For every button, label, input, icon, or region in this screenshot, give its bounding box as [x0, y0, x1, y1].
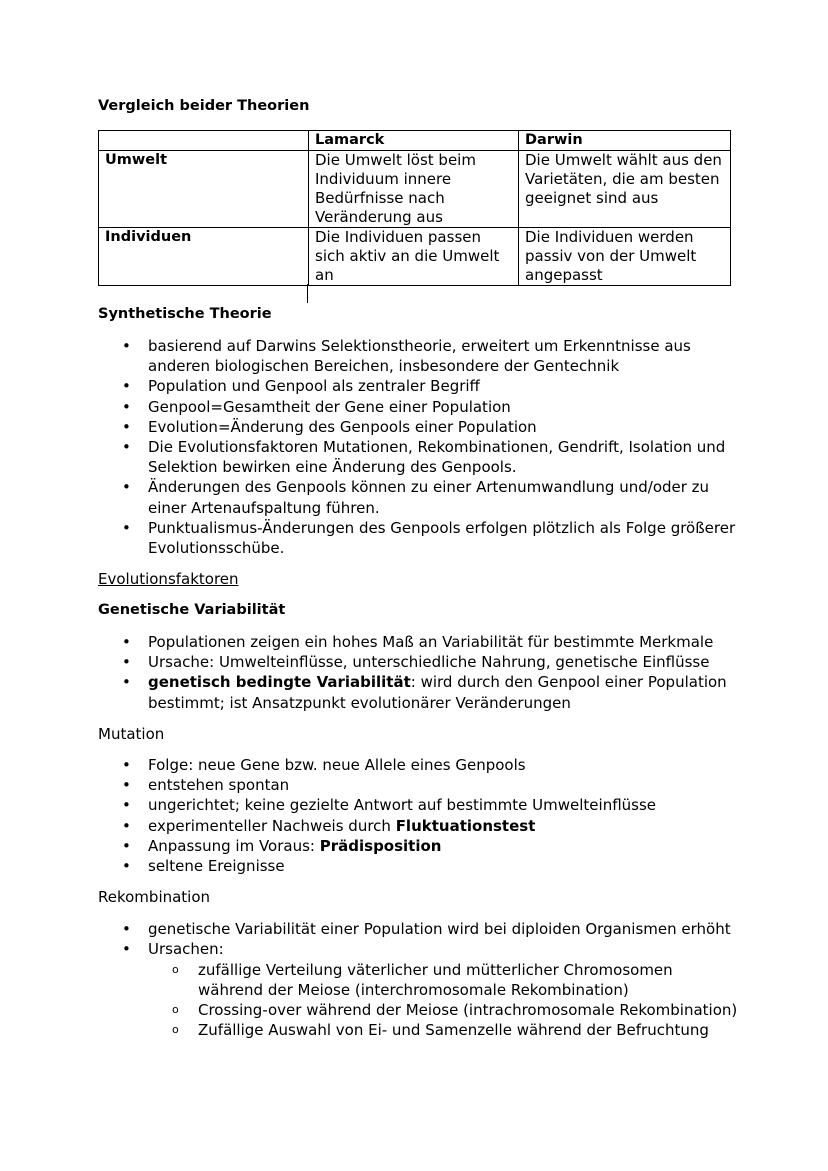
- list-item: • genetische Variabilität einer Population wird bei diploiden Organismen erhöht: [122, 920, 731, 938]
- list-item: • Ursache: Umwelteinflüsse, unterschiedliche Nahrung, genetische Einflüsse: [122, 653, 710, 672]
- cell-darwin-umwelt: Die Umwelt wählt aus den Varietäten, die am besten geeignet sind aus: [519, 151, 731, 228]
- row-label-individuen: Individuen: [99, 228, 309, 286]
- mutation-list: [98, 755, 738, 876]
- bullet-icon: •: [122, 816, 131, 835]
- list-item: o zufällige Verteilung väterlicher und mütterlicher Chromosomen während der Meiose (interchromosomale Rekombination): [172, 961, 673, 999]
- bullet-icon: •: [122, 940, 131, 959]
- bullet-icon: •: [122, 776, 131, 795]
- list-item: • ungerichtet; keine gezielte Antwort auf bestimmte Umwelteinflüsse: [122, 796, 657, 815]
- darwin-header: Darwin: [519, 131, 731, 151]
- bullet-icon: •: [122, 857, 131, 876]
- list-item: • experimenteller Nachweis durch Fluktuationstest: [122, 816, 536, 835]
- bullet-icon: •: [122, 397, 131, 416]
- recombination-title: Rekombination: [98, 888, 211, 906]
- list-item: • Punktualismus-Änderungen des Genpools erfolgen plötzlich als Folge größerer Evolutionsschübe.: [122, 518, 736, 558]
- bullet-icon: •: [122, 417, 131, 436]
- sub-bullet-icon: o: [172, 963, 179, 976]
- bullet-icon: •: [122, 633, 131, 651]
- table-row: [99, 228, 731, 286]
- cell-darwin-individuen: Die Individuen werden passiv von der Umwelt angepasst: [519, 228, 731, 286]
- bullet-icon: •: [122, 796, 131, 815]
- table-stray-line: [307, 284, 308, 303]
- synthetic-title: Synthetische Theorie: [98, 306, 272, 322]
- evolution-factors-title: Evolutionsfaktoren: [98, 570, 239, 588]
- sub-bullet-icon: o: [172, 1003, 179, 1016]
- recombination-causes-list: [98, 960, 738, 1040]
- bullet-icon: •: [122, 377, 131, 396]
- comparison-table: [98, 130, 731, 286]
- synthetic-list: [98, 336, 738, 558]
- table-row: [99, 151, 731, 228]
- list-item: o Crossing-over während der Meiose (intrachromosomale Rekombination): [172, 1001, 738, 1019]
- recombination-list: [98, 919, 738, 959]
- cell-lamarck-umwelt: Die Umwelt löst beim Individuum innere Bedürfnisse nach Veränderung aus: [309, 151, 519, 228]
- bullet-icon: •: [122, 673, 131, 692]
- mutation-title: Mutation: [98, 725, 165, 743]
- list-item: • Änderungen des Genpools können zu einer Artenumwandlung und/oder zu einer Artenaufspaltung führen.: [122, 478, 710, 517]
- comparison-title: Vergleich beider Theorien: [98, 98, 310, 114]
- list-item: • seltene Ereignisse: [122, 857, 285, 876]
- variability-title: Genetische Variabilität: [98, 602, 286, 618]
- bullet-icon: •: [122, 653, 131, 672]
- bullet-icon: •: [122, 438, 131, 457]
- row-label-umwelt: Umwelt: [99, 151, 309, 228]
- list-item: • Population und Genpool als zentraler Begriff: [122, 377, 480, 396]
- list-item: • Genpool=Gesamtheit der Gene einer Population: [122, 397, 511, 416]
- list-item: • Populationen zeigen ein hohes Maß an Variabilität für bestimmte Merkmale: [122, 633, 714, 651]
- list-item: • Anpassung im Voraus: Prädisposition: [122, 836, 442, 855]
- variability-list: [98, 632, 738, 713]
- list-item: o Zufällige Auswahl von Ei- und Samenzelle während der Befruchtung: [172, 1021, 709, 1039]
- list-item: • Evolution=Änderung des Genpools einer Population: [122, 417, 537, 436]
- list-item: • Ursachen:: [122, 940, 224, 959]
- bullet-icon: •: [122, 756, 131, 774]
- bullet-icon: •: [122, 518, 131, 537]
- bullet-icon: •: [122, 478, 131, 497]
- bullet-icon: •: [122, 920, 131, 938]
- list-item: • genetisch bedingte Variabilität: wird durch den Genpool einer Population bestimmt; ist Ansatzpunkt evolutionärer Veränderungen: [122, 673, 727, 712]
- cell-lamarck-individuen: Die Individuen passen sich aktiv an die Umwelt an: [309, 228, 519, 286]
- lamarck-header: Lamarck: [309, 131, 519, 151]
- sub-bullet-icon: o: [172, 1023, 179, 1036]
- table-corner-cell: [99, 131, 309, 151]
- bullet-icon: •: [122, 836, 131, 855]
- document-page: [98, 98, 730, 286]
- bullet-icon: •: [122, 337, 131, 355]
- list-item: • basierend auf Darwins Selektionstheorie, erweitert um Erkenntnisse aus anderen biologischen Bereichen, insbesondere der Gentechnik: [122, 337, 691, 376]
- list-item: • Folge: neue Gene bzw. neue Allele eines Genpools: [122, 756, 526, 774]
- table-header-row: [99, 131, 731, 151]
- list-item: • entstehen spontan: [122, 776, 290, 795]
- list-item: • Die Evolutionsfaktoren Mutationen, Rekombinationen, Gendrift, Isolation und Selektion bewirken eine Änderung des Genpools.: [122, 438, 726, 477]
